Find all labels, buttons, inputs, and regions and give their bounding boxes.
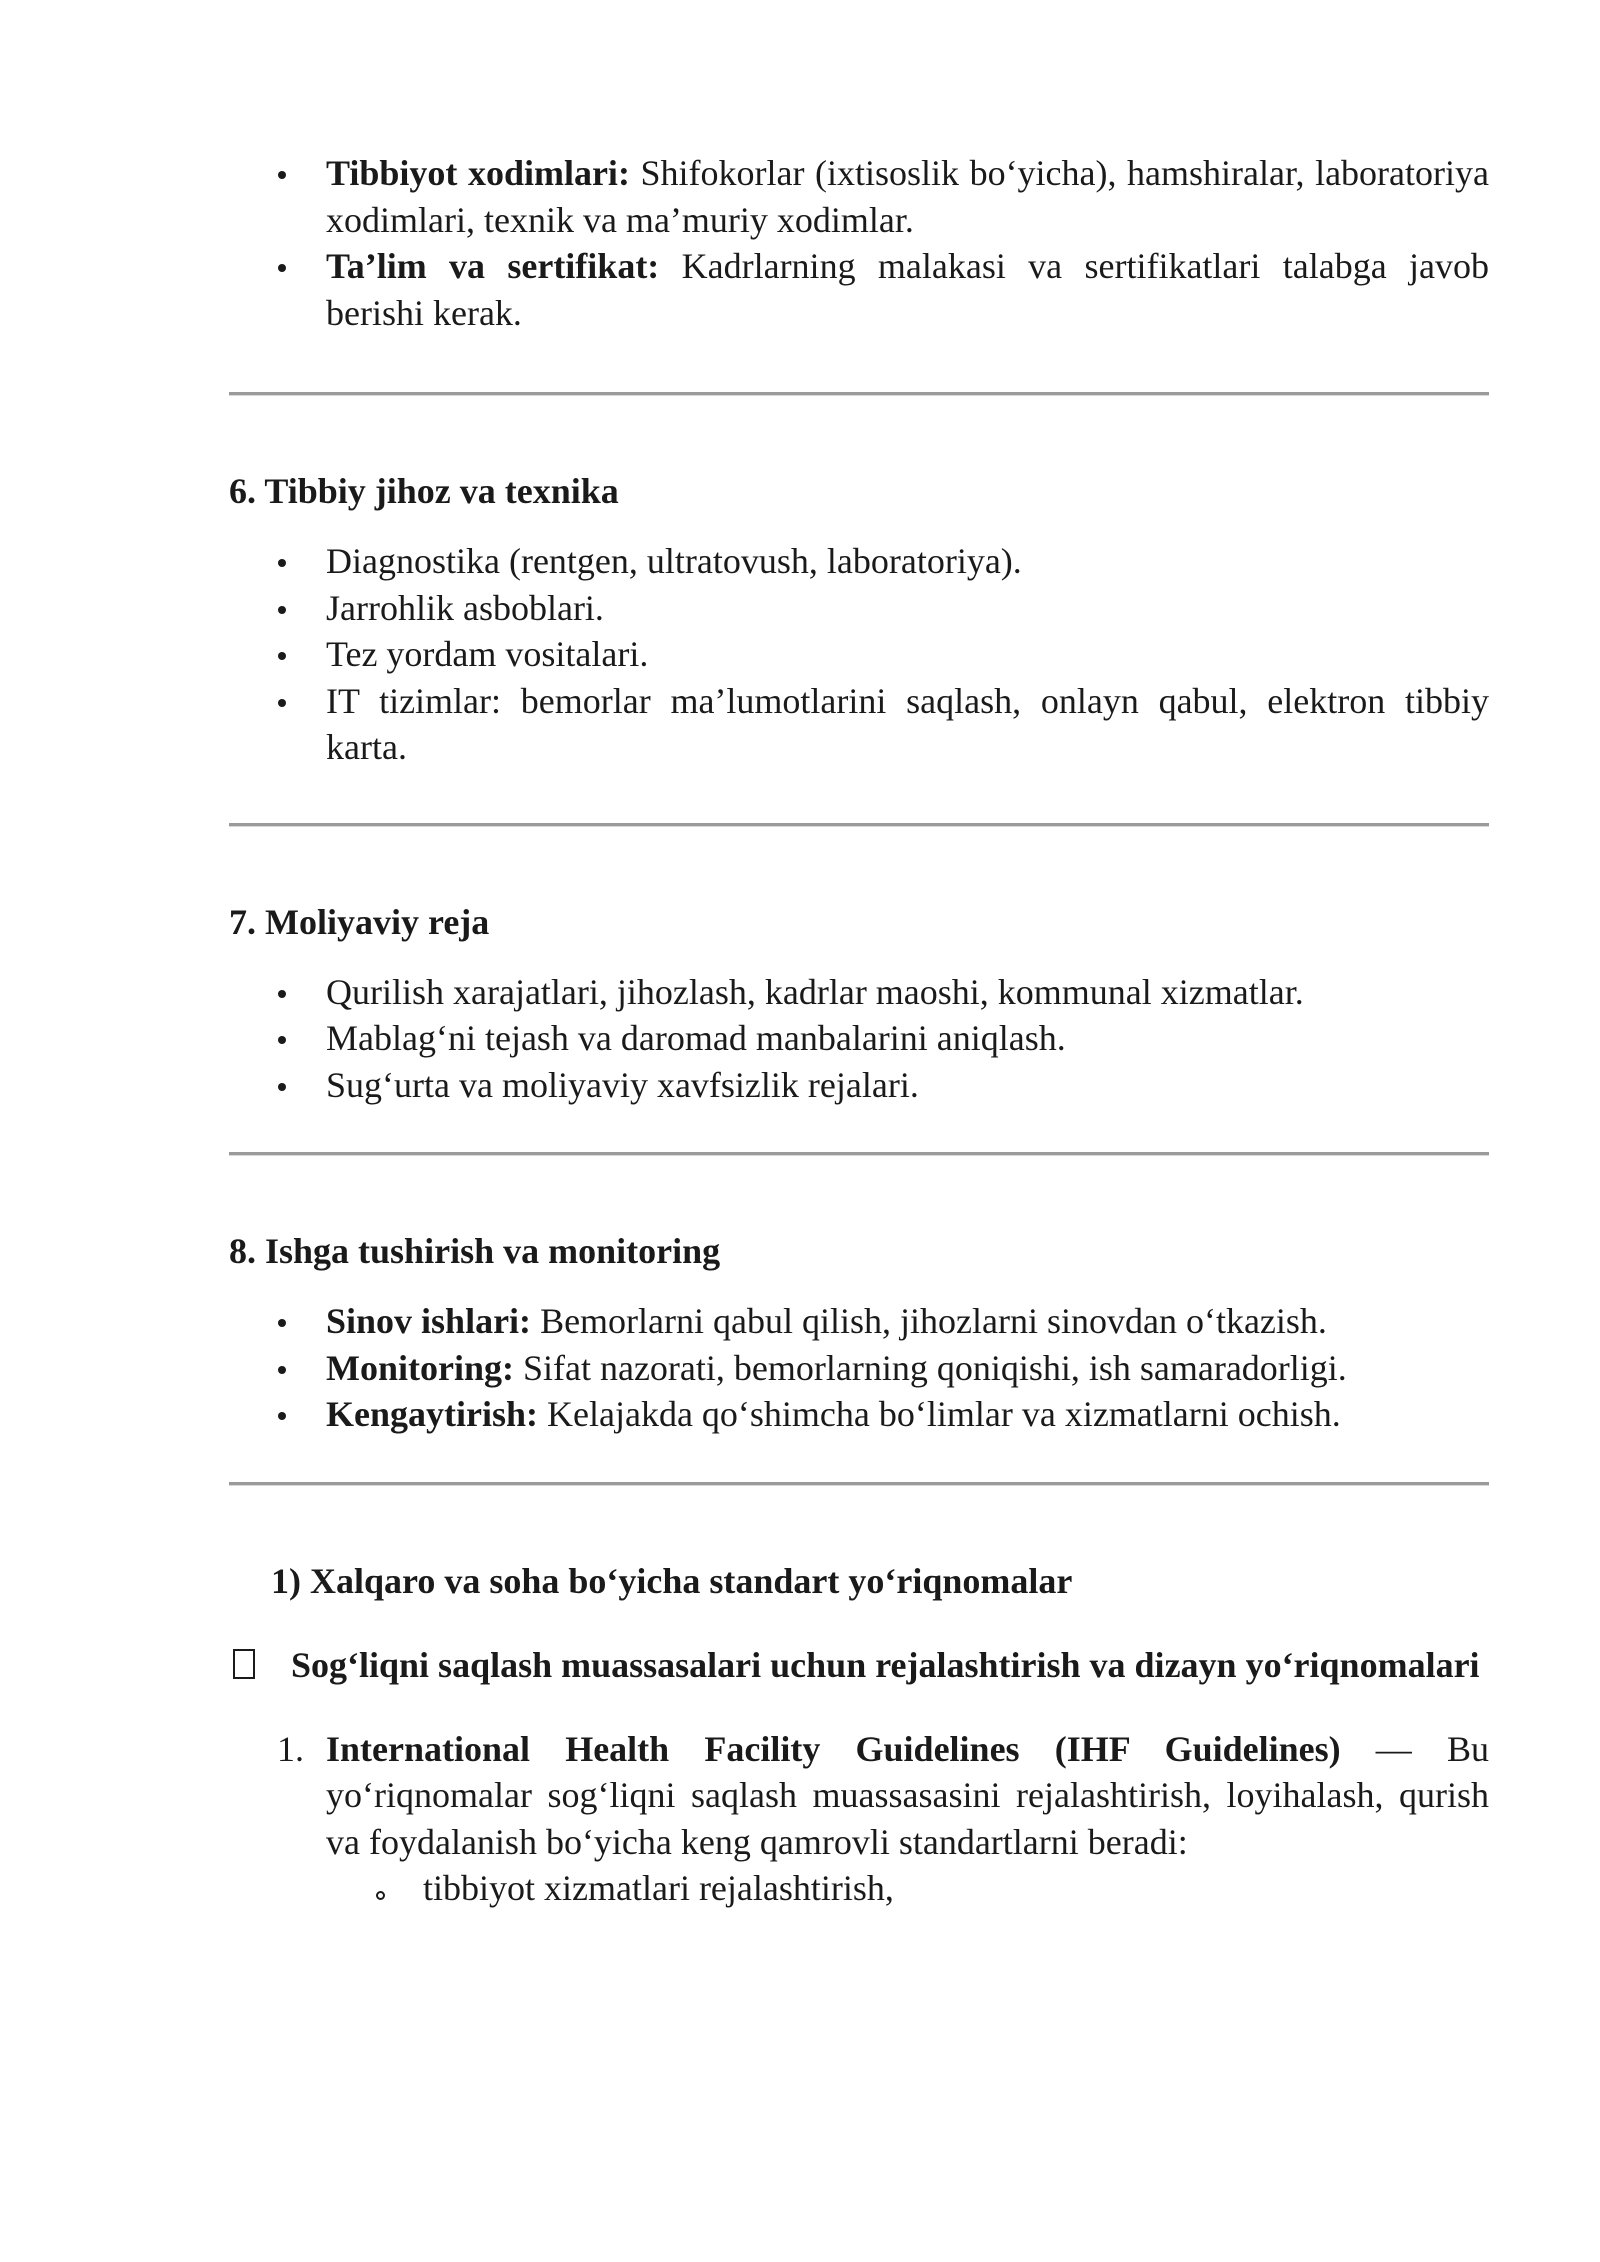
list-item: Sug‘urta va moliyaviy xavfsizlik rejalari. (229, 1062, 1489, 1109)
sub-list-item: tibbiyot xizmatlari rejalashtirish, (326, 1865, 1489, 1912)
section-divider (229, 823, 1489, 827)
item-term: Sinov ishlari: (326, 1301, 532, 1341)
guidelines-heading (229, 1640, 1489, 1690)
item-term: Monitoring: (326, 1347, 514, 1388)
item-text: Kelajakda qo‘shimcha bo‘limlar va xizmatlarni ochish. (538, 1394, 1341, 1434)
section-heading: 6. Tibbiy jihoz va texnika (229, 471, 619, 511)
item-text: Bemorlarni qabul qilish, jihozlarni sinovdan o‘tkazish. (531, 1301, 1327, 1341)
list-item (229, 150, 1489, 243)
item-number: 1. (277, 1728, 304, 1769)
list-item: Tez yordam vositalari. (229, 631, 1489, 678)
document-body (229, 150, 1489, 1912)
section6-list (229, 538, 1489, 771)
missing-glyph-icon (233, 1649, 255, 1679)
item-term: Ta’lim va sertifikat: (326, 246, 660, 286)
section-heading: 8. Ishga tushirish va monitoring (229, 1231, 721, 1271)
item-text: Kadrlarning malakasi va sertifikatlari talabga javob berishi kerak. (326, 246, 1489, 333)
item-text: Sifat nazorati, bemorlarning qoniqishi, ish samaradorligi. (513, 1347, 1347, 1388)
item-term: International Health Facility Guidelines (IHF Guidelines) (326, 1728, 1341, 1769)
list-item (229, 243, 1489, 336)
staff-list (229, 150, 1489, 336)
list-item: Qurilish xarajatlari, jihozlash, kadrlar maoshi, kommunal xizmatlar. (229, 969, 1489, 1016)
list-item: Mablag‘ni tejash va daromad manbalarini aniqlash. (229, 1015, 1489, 1062)
list-item (229, 1726, 1489, 1912)
list-item: Jarrohlik asboblari. (229, 585, 1489, 632)
section-divider (229, 1152, 1489, 1156)
list-item (229, 1345, 1489, 1392)
item-term: Kengaytirish: (326, 1394, 538, 1434)
guidelines-subheading: 1) Xalqaro va soha bo‘yicha standart yo‘riqnomalar (271, 1560, 1073, 1601)
list-item (229, 1391, 1489, 1438)
list-item: IT tizimlar: bemorlar ma’lumotlarini saqlash, onlayn qabul, elektron tibbiy karta. (229, 678, 1489, 771)
section8-list (229, 1298, 1489, 1438)
item-text: — Bu yo‘riqnomalar sog‘liqni saqlash muassasasini rejalashtirish, loyihalash, qurish va foydalanish bo‘yicha keng qamrovli standartlarni beradi: (326, 1728, 1490, 1862)
guidelines-sublist (326, 1865, 1489, 1912)
section-divider (229, 1482, 1489, 1486)
guidelines-list (229, 1726, 1489, 1912)
list-item (229, 1298, 1489, 1345)
section-heading: 7. Moliyaviy reja (229, 901, 490, 942)
guidelines-heading-text: Sog‘liqni saqlash muassasalari uchun rejalashtirish va dizayn yo‘riqnomalari (291, 1644, 1480, 1685)
section-divider (229, 392, 1489, 396)
section7-list (229, 969, 1489, 1109)
item-text: Shifokorlar (ixtisoslik bo‘yicha), hamshiralar, laboratoriya xodimlari, texnik va ma’muriy xodimlar. (326, 153, 1489, 240)
list-item: Diagnostika (rentgen, ultratovush, laboratoriya). (229, 538, 1489, 585)
item-term: Tibbiyot xodimlari: (326, 153, 630, 193)
